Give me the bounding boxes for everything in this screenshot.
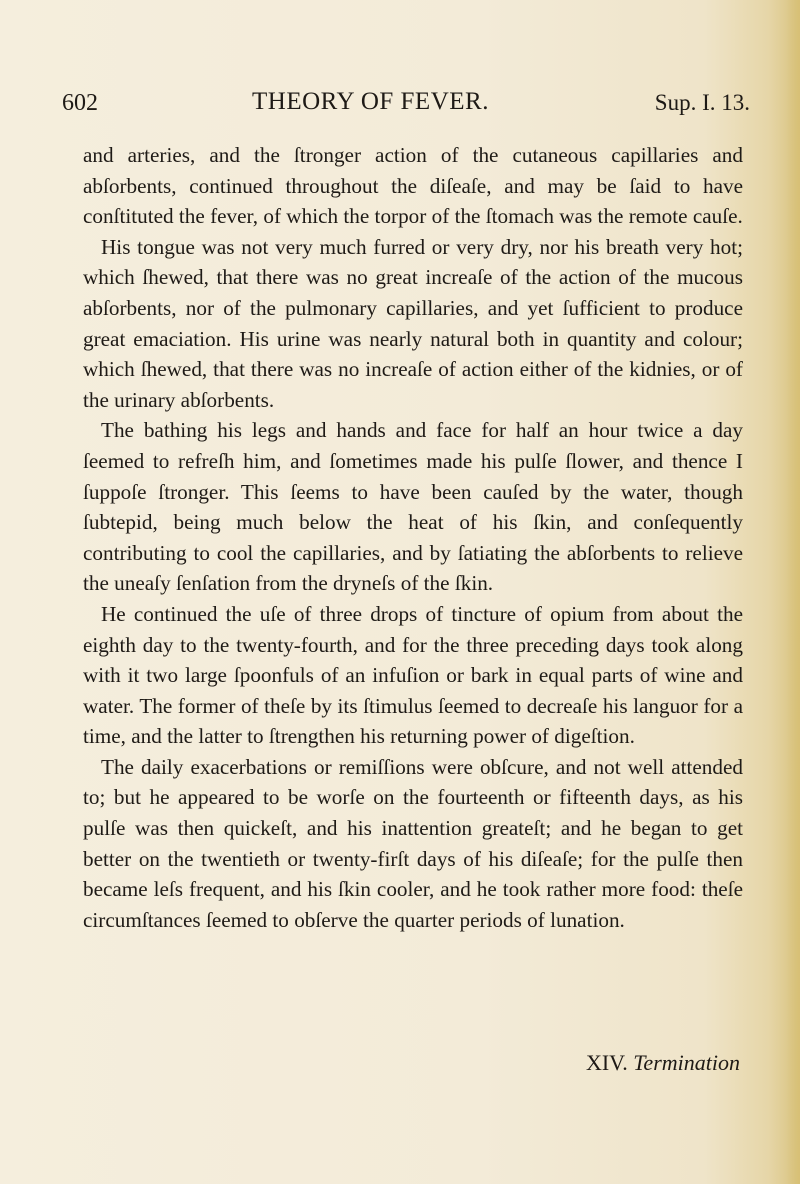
section-reference: Sup. I. 13.	[654, 90, 750, 115]
paragraph: The daily exacerbations or remiſſions were obſcure, and not well attended to; but he appeared to be worſe on the fourteenth or fifteenth days, as his pulſe was then quickeſt, and his inattention greateſt; and he began to get better on the twentieth or twenty-firſt days of his diſeaſe; for the pulſe then became leſs frequent, and his ſkin cooler, and he took rather more food: theſe circumſtances ſeemed to obſerve the quarter periods of lunation.	[83, 754, 743, 932]
catchword	[586, 1050, 740, 1076]
paragraph: and arteries, and the ſtronger action of the cutaneous capillaries and abſorbents, continued throughout the diſeaſe, and may be ſaid to have conſtituted the fever, of which the torpor of the ſtomach was the remote cauſe.	[83, 143, 743, 229]
running-title: THEORY OF FEVER.	[252, 88, 489, 115]
catchword-word: Termination	[633, 1050, 740, 1075]
body-text	[83, 140, 743, 935]
page-number: 602	[62, 90, 98, 116]
page-edge-stain	[786, 0, 800, 1184]
paragraph: He continued the uſe of three drops of tincture of opium from about the eighth day to the twenty-fourth, and for the three preceding days took along with it two large ſpoonfuls of an infuſion or bark in equal parts of wine and water. The former of theſe by its ſtimulus ſeemed to decreaſe his languor for a time, and the latter to ſtrengthen his returning power of digeſtion.	[83, 601, 743, 749]
catchword-numeral: XIV.	[585, 1050, 628, 1075]
page-header	[62, 88, 750, 128]
paragraph: The bathing his legs and hands and face for half an hour twice a day ſeemed to refreſh him, and ſometimes made his pulſe ſlower, and thence I ſuppoſe ſtronger. This ſeems to have been cauſed by the water, though ſubtepid, being much below the heat of his ſkin, and conſequently contributing to cool the capillaries, and by ſatiating the abſorbents to relieve the uneaſy ſenſation from the dryneſs of the ſkin.	[83, 418, 743, 596]
paragraph: His tongue was not very much furred or very dry, nor his breath very hot; which ſhewed, that there was no great increaſe of the action of the mucous abſorbents, nor of the pulmonary capillaries, and yet ſufficient to produce great emaciation. His urine was nearly natural both in quantity and colour; which ſhewed, that there was no increaſe of action either of the kidnies, or of the urinary abſorbents.	[83, 234, 743, 412]
